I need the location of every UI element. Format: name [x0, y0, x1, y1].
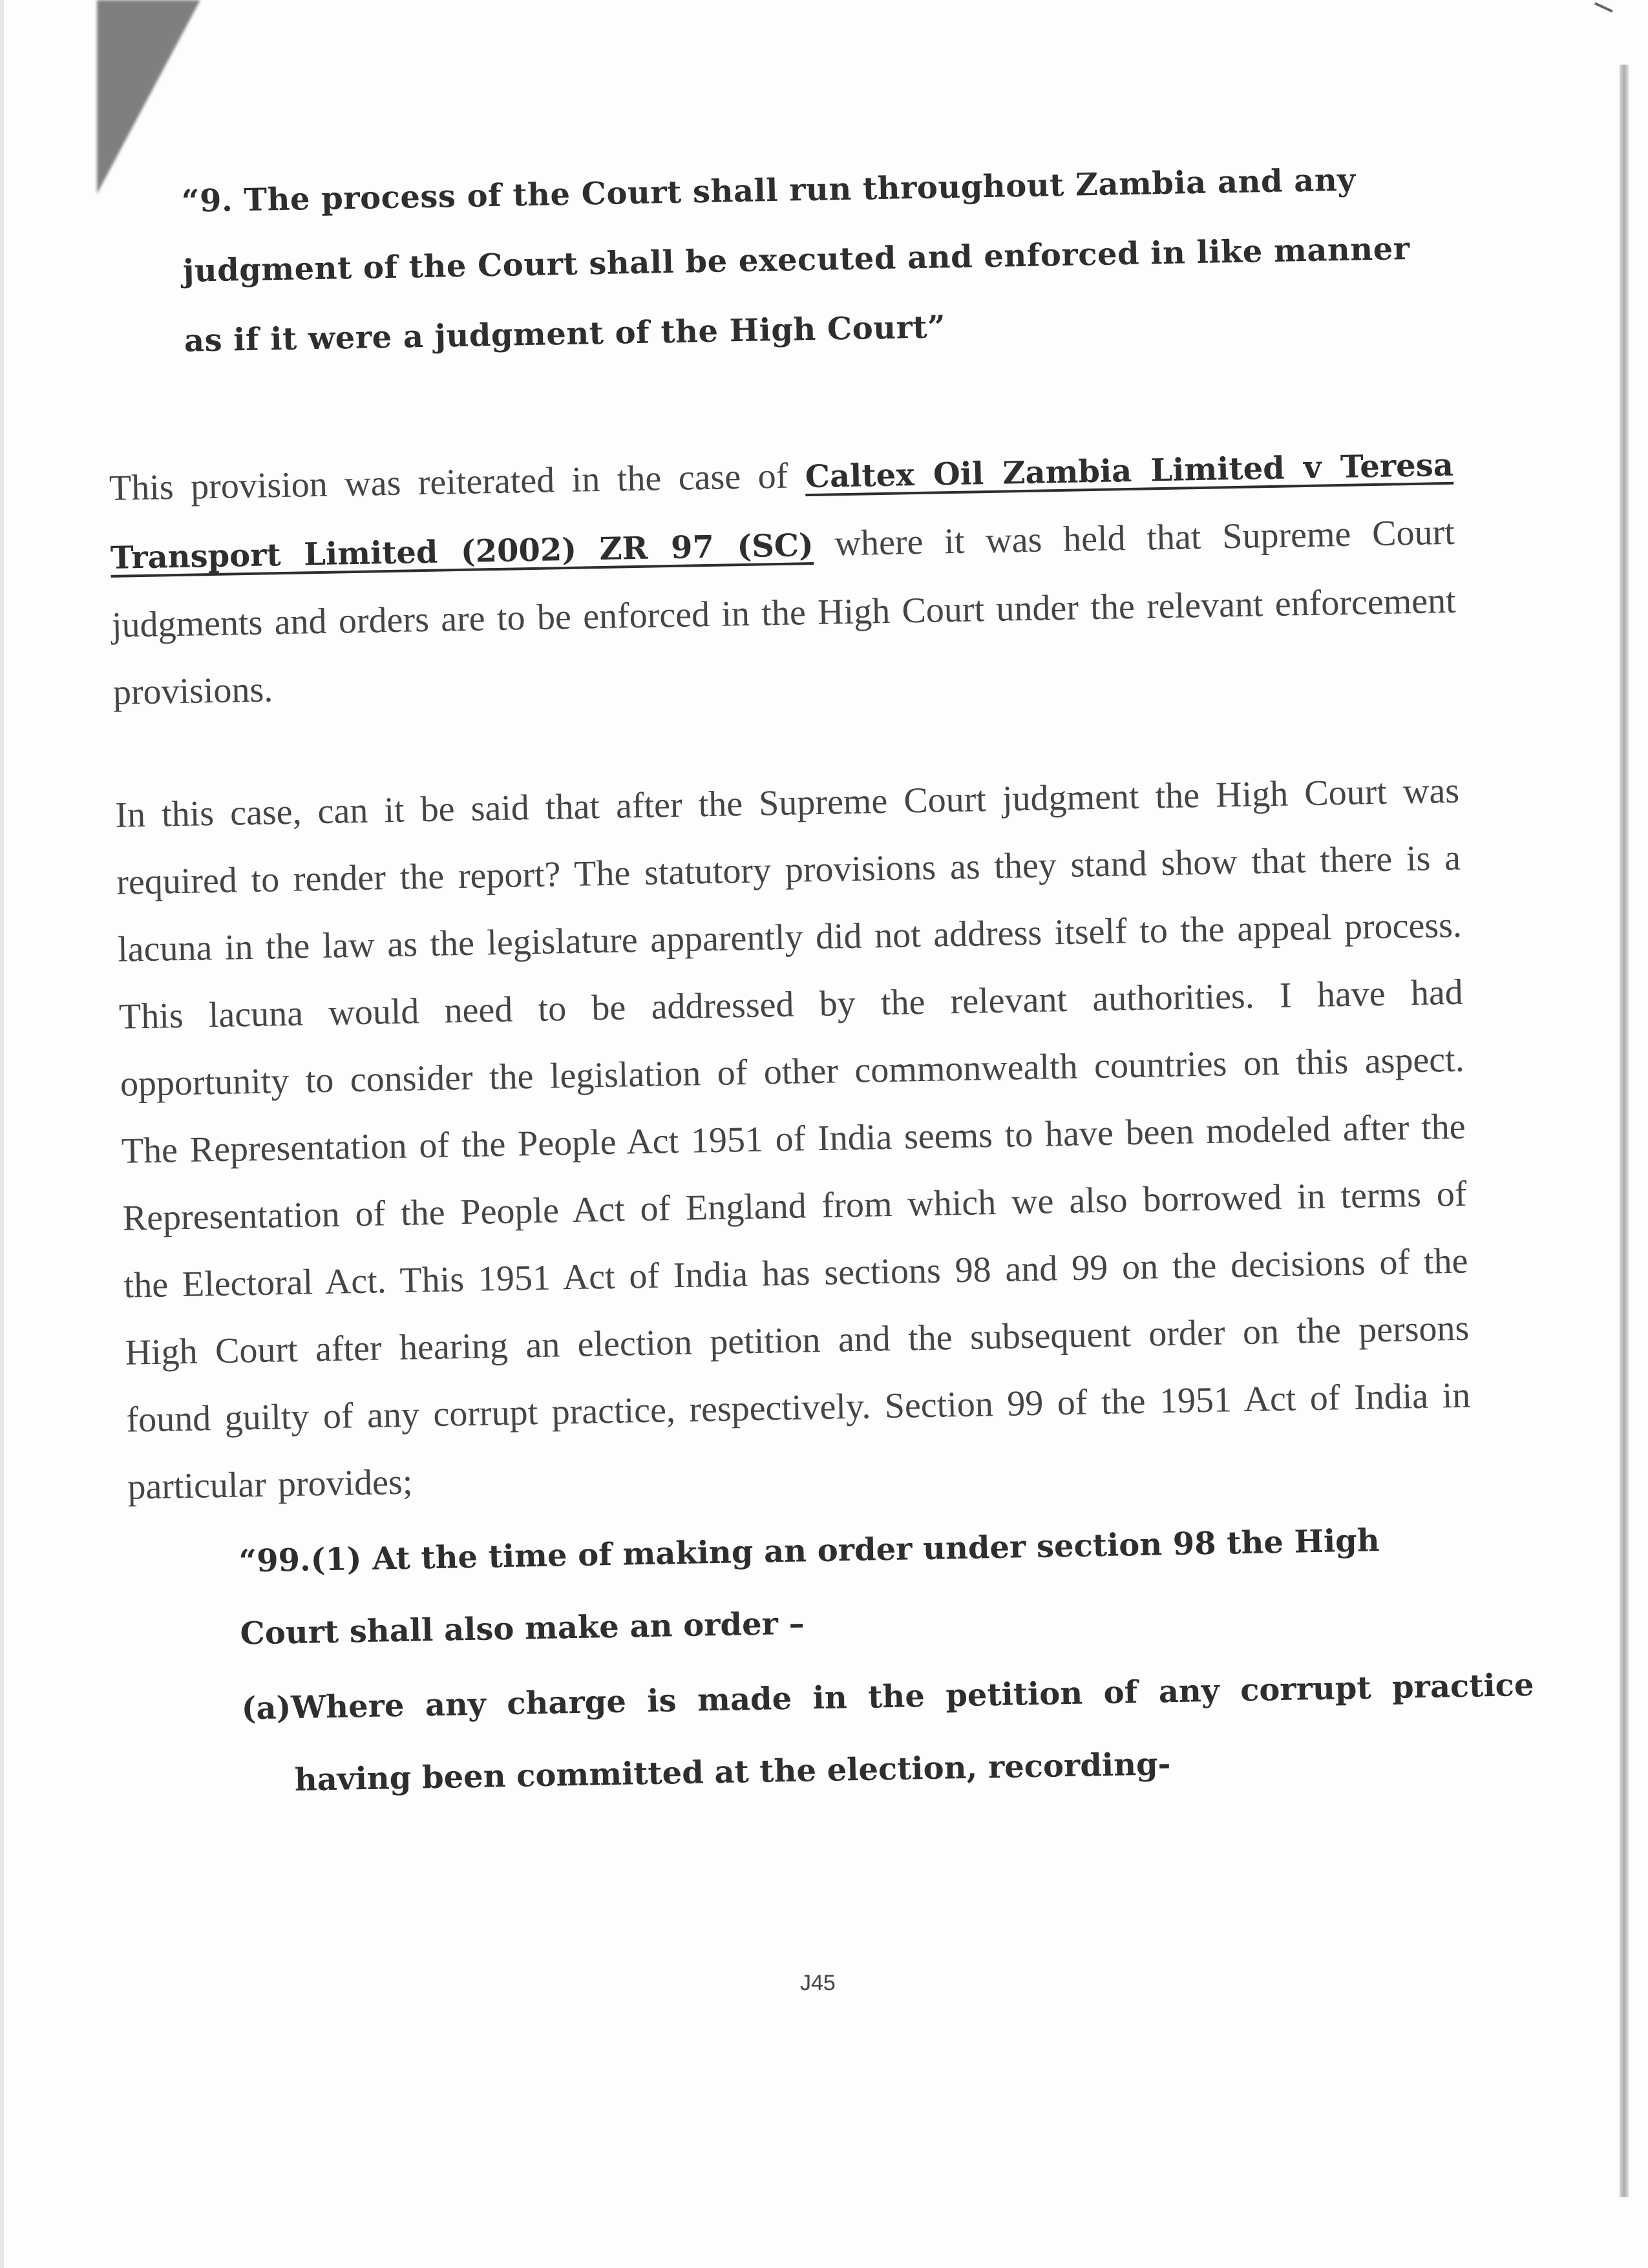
quoted-section-9: “9. The process of the Court shall run throughout Zambia and any judgment of the Court shall be executed and enforced in like manner as if it were a judgment of the High Court”	[181, 162, 1410, 359]
scan-corner-shadow	[97, 0, 200, 194]
paragraph-text: This provision was reiterated in the case of	[109, 456, 806, 509]
paragraph-text: where it was held that Supreme Court judgments and orders are to be enforced in the High Court under the relevant enforcement provisions.	[111, 512, 1457, 713]
quoted-section-99-item-a: (a)Where any charge is made in the petition of any corrupt practice having been committed at the election, recording-	[241, 1666, 1534, 1798]
page-content	[103, 143, 1534, 1819]
scan-right-edge	[1620, 65, 1629, 2197]
scan-left-edge	[0, 0, 4, 2268]
scan-mark	[1586, 2, 1613, 30]
case-citation: Caltex Oil Zambia Limited v Teresa Transport Limited (2002) ZR 97 (SC)	[110, 446, 1454, 576]
paragraph-caltex-case	[109, 430, 1457, 726]
paragraph-lacuna-discussion: In this case, can it be said that after the Supreme Court judgment the High Court was required to render the report? The statutory provisions as they stand show that there is a lacuna in the law as the legislature apparently did not address itself to the appeal process. This lacuna would need to be addressed by the relevant authorities. I have had opportunity to consider the legislation of other commonwealth countries on this aspect. The Representation of the People Act 1951 of India seems to have been modeled after the Representation of the People Act of England from which we also borrowed in terms of the Electoral Act. This 1951 Act of India has sections 98 and 99 on the decisions of the High Court after hearing an election petition and the subsequent order on the persons found guilty of any corrupt practice, respectively. Section 99 of the 1951 Act of India in particular provides;	[114, 770, 1471, 1507]
page-number: J45	[800, 1971, 836, 1995]
quoted-section-99-1: “99.(1) At the time of making an order under section 98 the High Court shall also make an order –	[238, 1522, 1380, 1652]
